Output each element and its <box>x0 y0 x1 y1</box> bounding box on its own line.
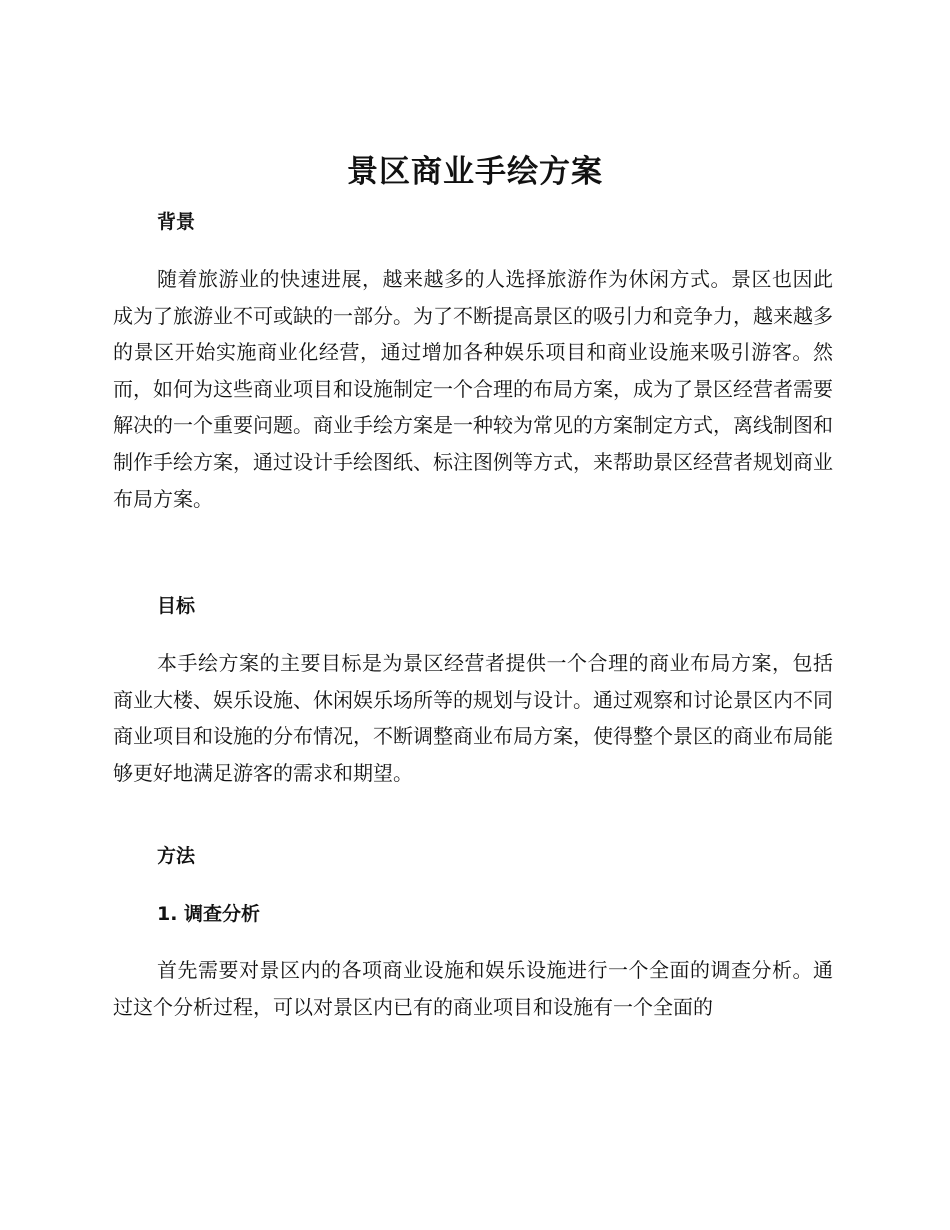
section-heading-background: 背景 <box>157 211 196 233</box>
paragraph-goal: 本手绘方案的主要目标是为景区经营者提供一个合理的商业布局方案，包括商业大楼、娱乐设施、休闲娱乐场所等的规划与设计。通过观察和讨论景区内不同商业项目和设施的分布情况，不断调整商业布局方案，使得整个景区的商业布局能够更好地满足游客的需求和期望。 <box>113 651 833 785</box>
document-title: 景区商业手绘方案 <box>347 154 603 190</box>
section-heading-goal: 目标 <box>157 595 196 617</box>
subsection-heading-survey-analysis: 1. 调查分析 <box>157 903 261 925</box>
section-heading-method: 方法 <box>157 845 196 867</box>
paragraph-background: 随着旅游业的快速进展，越来越多的人选择旅游作为休闲方式。景区也因此成为了旅游业不可或缺的一部分。为了不断提高景区的吸引力和竞争力，越来越多的景区开始实施商业化经营，通过增加各种娱乐项目和商业设施来吸引游客。然而，如何为这些商业项目和设施制定一个合理的布局方案，成为了景区经营者需要解决的一个重要问题。商业手绘方案是一种较为常见的方案制定方式，离线制图和制作手绘方案，通过设计手绘图纸、标注图例等方式，来帮助景区经营者规划商业布局方案。 <box>113 267 833 511</box>
paragraph-survey-analysis: 首先需要对景区内的各项商业设施和娱乐设施进行一个全面的调查分析。通过这个分析过程，可以对景区内已有的商业项目和设施有一个全面的 <box>113 958 833 1019</box>
